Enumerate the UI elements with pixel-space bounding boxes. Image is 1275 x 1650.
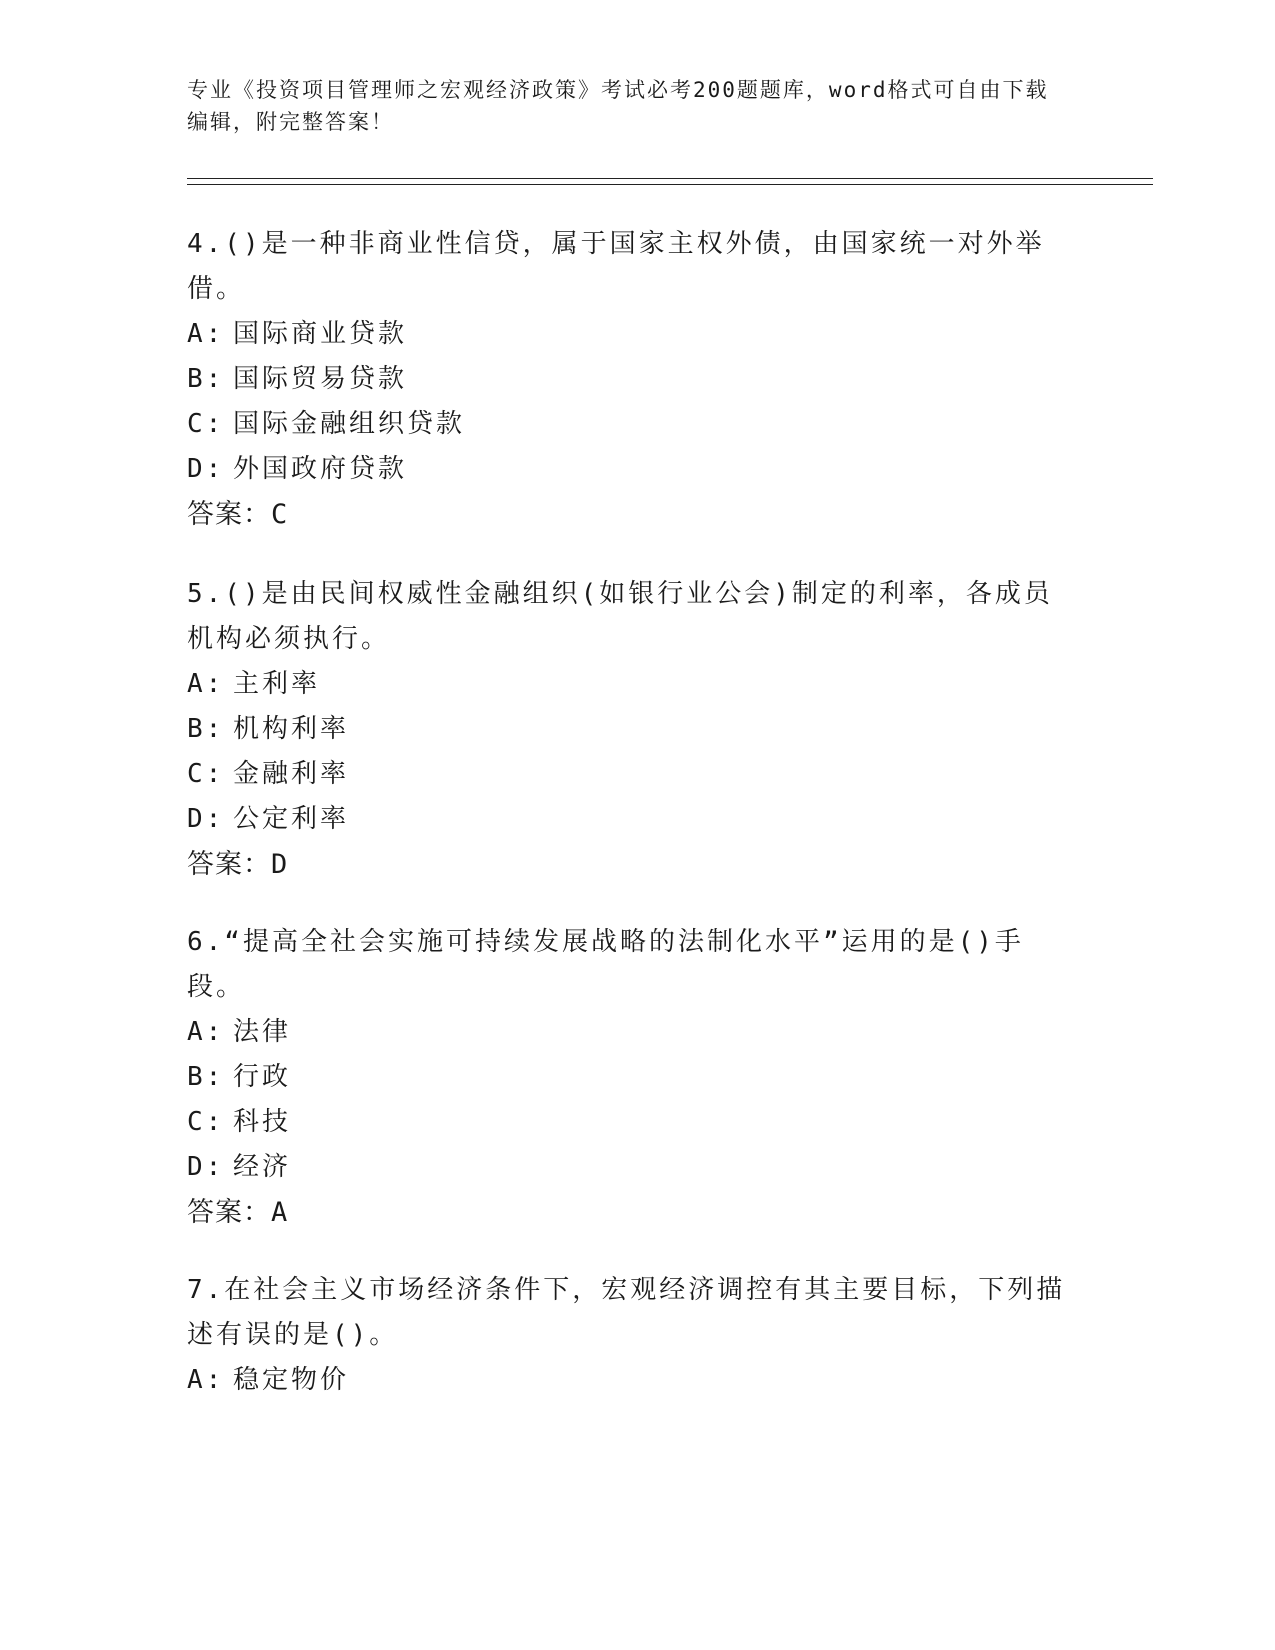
option-text: 国际贸易贷款	[233, 364, 408, 394]
option-text: 主利率	[233, 669, 321, 699]
question-text: 7.在社会主义市场经济条件下，宏观经济调控有其主要目标，下列描述有误的是()。	[187, 1275, 1066, 1350]
option-key: B:	[187, 714, 225, 744]
option-key: A:	[187, 319, 225, 349]
answer-label: 答案：	[187, 499, 271, 530]
question-4	[187, 222, 1067, 538]
option-a	[187, 312, 1067, 357]
option-a	[187, 662, 1067, 707]
option-text: 国际金融组织贷款	[233, 409, 466, 439]
option-key: C:	[187, 759, 225, 789]
option-text: 稳定物价	[233, 1365, 350, 1395]
option-key: C:	[187, 1107, 225, 1137]
option-text: 法律	[233, 1017, 292, 1047]
option-b	[187, 707, 1067, 752]
option-text: 公定利率	[233, 804, 350, 834]
option-a	[187, 1010, 1067, 1055]
answer-line	[187, 492, 1067, 538]
answer-label: 答案：	[187, 849, 271, 880]
option-d	[187, 1145, 1067, 1190]
option-key: B:	[187, 1062, 225, 1092]
option-c	[187, 402, 1067, 447]
question-5	[187, 572, 1067, 888]
option-key: D:	[187, 1152, 225, 1182]
option-a	[187, 1358, 1067, 1403]
answer-line	[187, 842, 1067, 888]
option-b	[187, 1055, 1067, 1100]
option-text: 机构利率	[233, 714, 350, 744]
header-divider	[187, 178, 1153, 185]
question-7	[187, 1268, 1067, 1403]
option-c	[187, 752, 1067, 797]
option-key: D:	[187, 454, 225, 484]
option-key: A:	[187, 669, 225, 699]
question-text: 5.()是由民间权威性金融组织(如银行业公会)制定的利率，各成员机构必须执行。	[187, 579, 1053, 654]
option-d	[187, 797, 1067, 842]
question-text: 6.“提高全社会实施可持续发展战略的法制化水平”运用的是()手段。	[187, 927, 1024, 1002]
option-text: 科技	[233, 1107, 292, 1137]
answer-line	[187, 1190, 1067, 1236]
option-text: 外国政府贷款	[233, 454, 408, 484]
option-b	[187, 357, 1067, 402]
option-key: B:	[187, 364, 225, 394]
option-key: A:	[187, 1017, 225, 1047]
document-header: 专业《投资项目管理师之宏观经济政策》考试必考200题题库，word格式可自由下载编辑，附完整答案！	[187, 78, 1049, 134]
answer-value: C	[271, 499, 289, 530]
option-c	[187, 1100, 1067, 1145]
option-text: 金融利率	[233, 759, 350, 789]
answer-value: A	[271, 1197, 289, 1228]
option-key: C:	[187, 409, 225, 439]
option-text: 国际商业贷款	[233, 319, 408, 349]
answer-label: 答案：	[187, 1197, 271, 1228]
option-key: D:	[187, 804, 225, 834]
question-6	[187, 920, 1067, 1236]
answer-value: D	[271, 849, 289, 880]
option-d	[187, 447, 1067, 492]
option-key: A:	[187, 1365, 225, 1395]
question-text: 4.()是一种非商业性信贷，属于国家主权外债，由国家统一对外举借。	[187, 229, 1045, 304]
option-text: 经济	[233, 1152, 292, 1182]
option-text: 行政	[233, 1062, 292, 1092]
